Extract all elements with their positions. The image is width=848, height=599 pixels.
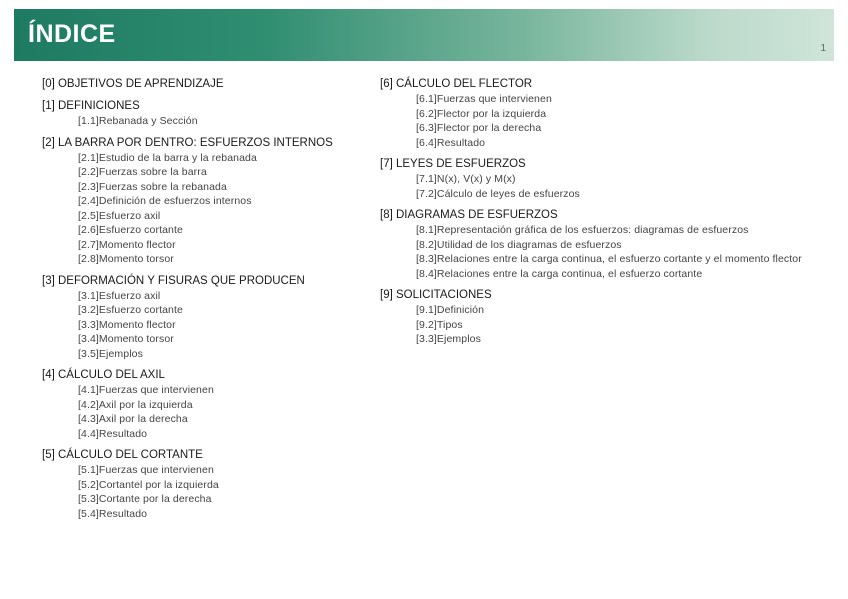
toc-section xyxy=(380,157,840,201)
toc-section xyxy=(42,99,362,129)
toc-item[interactable]: [2.4]Definición de esfuerzos internos xyxy=(78,195,252,207)
toc-section xyxy=(42,368,362,441)
toc-section-title[interactable]: [1] DEFINICIONES xyxy=(42,100,140,112)
toc-item[interactable]: [6.3]Flector por la derecha xyxy=(416,122,542,134)
toc-item[interactable]: [7.2]Cálculo de leyes de esfuerzos xyxy=(416,187,580,200)
toc-section xyxy=(380,77,840,150)
toc-section-title[interactable]: [7] LEYES DE ESFUERZOS xyxy=(380,158,526,170)
toc-item[interactable]: [5.1]Fuerzas que intervienen xyxy=(78,464,214,476)
toc-right-column xyxy=(380,77,840,354)
toc-item[interactable]: [2.1]Estudio de la barra y la rebanada xyxy=(78,151,257,164)
toc-item[interactable]: [3.1]Esfuerzo axil xyxy=(78,289,161,302)
toc-item[interactable]: [2.8]Momento torsor xyxy=(78,253,174,265)
toc-item[interactable]: [2.5]Esfuerzo axil xyxy=(78,209,161,222)
toc-section-title[interactable]: [3] DEFORMACIÓN Y FISURAS QUE PRODUCEN xyxy=(42,274,305,287)
page-title: ÍNDICE xyxy=(28,20,116,48)
toc-item[interactable]: [5.3]Cortante por la derecha xyxy=(78,493,212,505)
toc-section xyxy=(380,288,840,347)
toc-item[interactable]: [2.7]Momento flector xyxy=(78,238,176,251)
toc-section xyxy=(380,208,840,281)
toc-item[interactable]: [5.4]Resultado xyxy=(78,507,148,520)
toc-item[interactable]: [6.4]Resultado xyxy=(416,136,486,149)
toc-section-title[interactable]: [4] CÁLCULO DEL AXIL xyxy=(42,369,165,381)
toc-item[interactable]: [3.3]Ejemplos xyxy=(416,333,481,345)
toc-item[interactable]: [3.3]Momento flector xyxy=(78,318,176,331)
toc-item[interactable]: [8.3]Relaciones entre la carga continua, el esfuerzo cortante y el momento flector xyxy=(416,253,802,265)
toc-item[interactable]: [2.2]Fuerzas sobre la barra xyxy=(78,166,207,178)
toc-item[interactable]: [3.2]Esfuerzo cortante xyxy=(78,304,183,316)
toc-item[interactable]: [8.4]Relaciones entre la carga continua, el esfuerzo cortante xyxy=(416,267,703,280)
toc-section-title[interactable]: [6] CÁLCULO DEL FLECTOR xyxy=(380,78,533,90)
toc-item[interactable]: [4.2]Axil por la izquierda xyxy=(78,398,193,411)
toc-item[interactable]: [9.2]Tipos xyxy=(416,318,463,331)
toc-item[interactable]: [4.1]Fuerzas que intervienen xyxy=(78,384,214,396)
toc-section xyxy=(42,136,362,267)
toc-item[interactable]: [4.4]Resultado xyxy=(78,427,148,440)
toc-item[interactable]: [6.1]Fuerzas que intervienen xyxy=(416,93,552,105)
toc-item[interactable]: [5.2]Cortantel por la izquierda xyxy=(78,478,219,491)
toc-section-title[interactable]: [2] LA BARRA POR DENTRO: ESFUERZOS INTERNOS xyxy=(42,136,333,149)
toc-item[interactable]: [8.1]Representación gráfica de los esfuerzos: diagramas de esfuerzos xyxy=(416,224,749,236)
toc-item[interactable]: [2.3]Fuerzas sobre la rebanada xyxy=(78,180,227,193)
toc-section-title[interactable]: [5] CÁLCULO DEL CORTANTE xyxy=(42,449,203,461)
toc-item[interactable]: [4.3]Axil por la derecha xyxy=(78,413,188,425)
page-number: 1 xyxy=(820,43,826,54)
toc-section-title[interactable]: [0] OBJETIVOS DE APRENDIZAJE xyxy=(42,78,224,90)
toc-section-title[interactable]: [8] DIAGRAMAS DE ESFUERZOS xyxy=(380,209,558,221)
toc-section-title[interactable]: [9] SOLICITACIONES xyxy=(380,289,492,301)
toc-item[interactable]: [6.2]Flector por la izquierda xyxy=(416,107,547,120)
index-header-banner xyxy=(14,9,834,61)
toc-item[interactable]: [7.1]N(x), V(x) y M(x) xyxy=(416,173,516,185)
toc-left-column xyxy=(42,77,362,528)
toc-item[interactable]: [3.5]Ejemplos xyxy=(78,347,143,360)
toc-item[interactable]: [2.6]Esfuerzo cortante xyxy=(78,224,183,236)
toc-item[interactable]: [1.1]Rebanada y Sección xyxy=(78,115,198,127)
toc-item[interactable]: [3.4]Momento torsor xyxy=(78,333,174,345)
toc-section xyxy=(42,274,362,362)
toc-section xyxy=(42,77,362,92)
toc-item[interactable]: [9.1]Definición xyxy=(416,304,485,316)
toc-section xyxy=(42,448,362,521)
toc-item[interactable]: [8.2]Utilidad de los diagramas de esfuerzos xyxy=(416,238,622,251)
